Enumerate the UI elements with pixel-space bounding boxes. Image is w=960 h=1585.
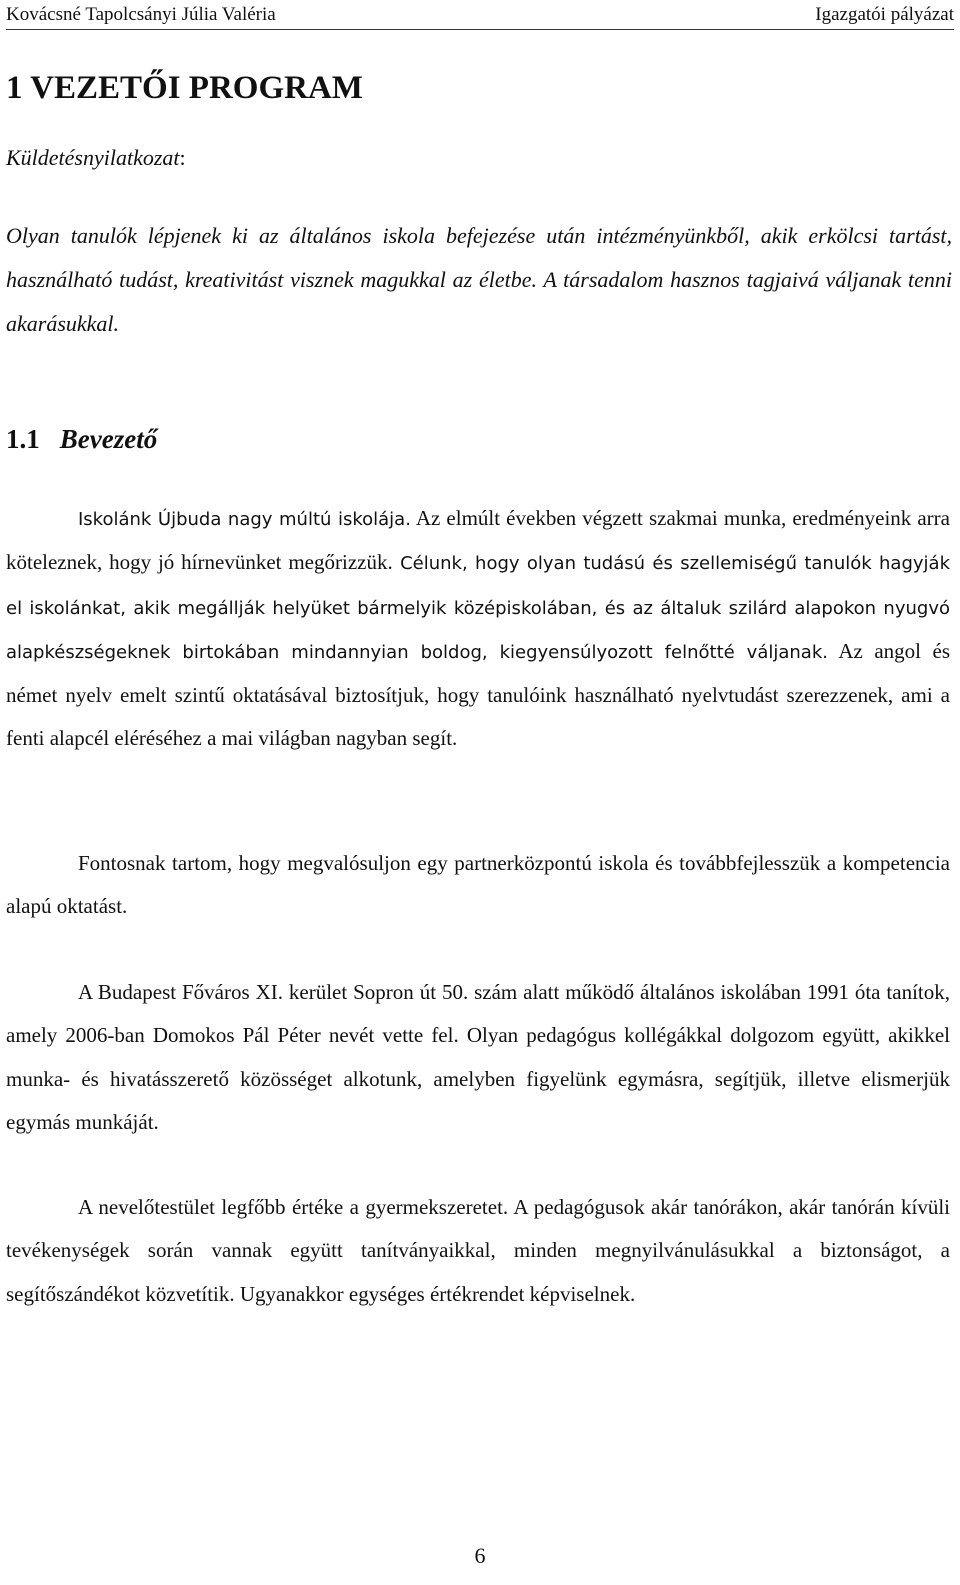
heading-vezetoi-program: 1 VEZETŐI PROGRAM — [6, 70, 363, 106]
header-title: Igazgatói pályázat — [815, 4, 954, 25]
paragraph-intro-part-a: Iskolánk Újbuda nagy múltú iskolája. — [78, 509, 411, 530]
section-title: Bevezető — [59, 424, 158, 454]
paragraph-partner-school-text: Fontosnak tartom, hogy megvalósuljon egy partnerközpontú iskola és továbbfejlesszük a kompetencia alapú oktatást. — [6, 851, 950, 919]
paragraph-teaching-history — [6, 971, 950, 1144]
paragraph-intro-part-b: Az elmúlt években végzett szakmai munka, eredményeink arra köteleznek, hogy jó hírnevünket megőrizzük. — [6, 506, 950, 575]
paragraph-intro-part-c: Célunk, hogy olyan tudású és szellemiségű tanulók hagyják el iskolánkat, akik megállják helyüket bármelyik középiskolában, és az általuk szilárd alapokon nyugvó alapkészségeknek birtokában mindannyian boldog, kiegyensúlyozott felnőtté váljanak. — [6, 553, 950, 663]
mission-statement: Olyan tanulók lépjenek ki az általános iskola befejezése után intézményünkből, akik erkölcsi tartást, használható tudást, kreativitást visznek magukkal az életbe. A társadalom hasznos tagjaivá váljanak tenni akarásukkal. — [6, 223, 952, 336]
paragraph-staff-values — [6, 1186, 950, 1316]
mission-label-text: Küldetésnyilatkozat — [6, 145, 180, 170]
page-header — [6, 3, 954, 29]
paragraph-intro-part-d: Az angol és német nyelv emelt szintű oktatásával biztosítjuk, hogy tanulóink használható nyelvtudást szerezzenek, ami a fenti alapcél eléréséhez a mai világban nagyban segít. — [6, 638, 950, 751]
page-number: 6 — [474, 1543, 486, 1568]
mission-label — [6, 143, 186, 173]
paragraph-teaching-history-text: A Budapest Főváros XI. kerület Sopron út 50. szám alatt működő általános iskolában 1991 óta tanítok, amely 2006-ban Domokos Pál Péter nevét vette fel. Olyan pedagógus kollégákkal dolgozom együtt, akikkel munka- és hivatásszerető közösséget alkotunk, amelyben figyelünk egymásra, segítjük, illetve elismerjük egymás munkáját. — [6, 980, 950, 1134]
header-rule — [6, 29, 954, 30]
paragraph-staff-values-text: A nevelőtestület legfőbb értéke a gyermekszeretet. A pedagógusok akár tanórákon, akár tanórán kívüli tevékenységek során vannak együtt tanítványaikkal, minden megnyilvánulásukkal a biztonságot, a segítőszándékot közvetítik. Ugyanakkor egységes értékrendet képviselnek. — [6, 1195, 950, 1306]
header-author: Kovácsné Tapolcsányi Júlia Valéria — [6, 4, 276, 25]
paragraph-intro — [6, 497, 950, 761]
section-number: 1.1 — [6, 424, 40, 454]
paragraph-partner-school — [6, 842, 950, 929]
heading-bevezeto — [6, 421, 157, 457]
mission-label-colon: : — [179, 145, 186, 170]
